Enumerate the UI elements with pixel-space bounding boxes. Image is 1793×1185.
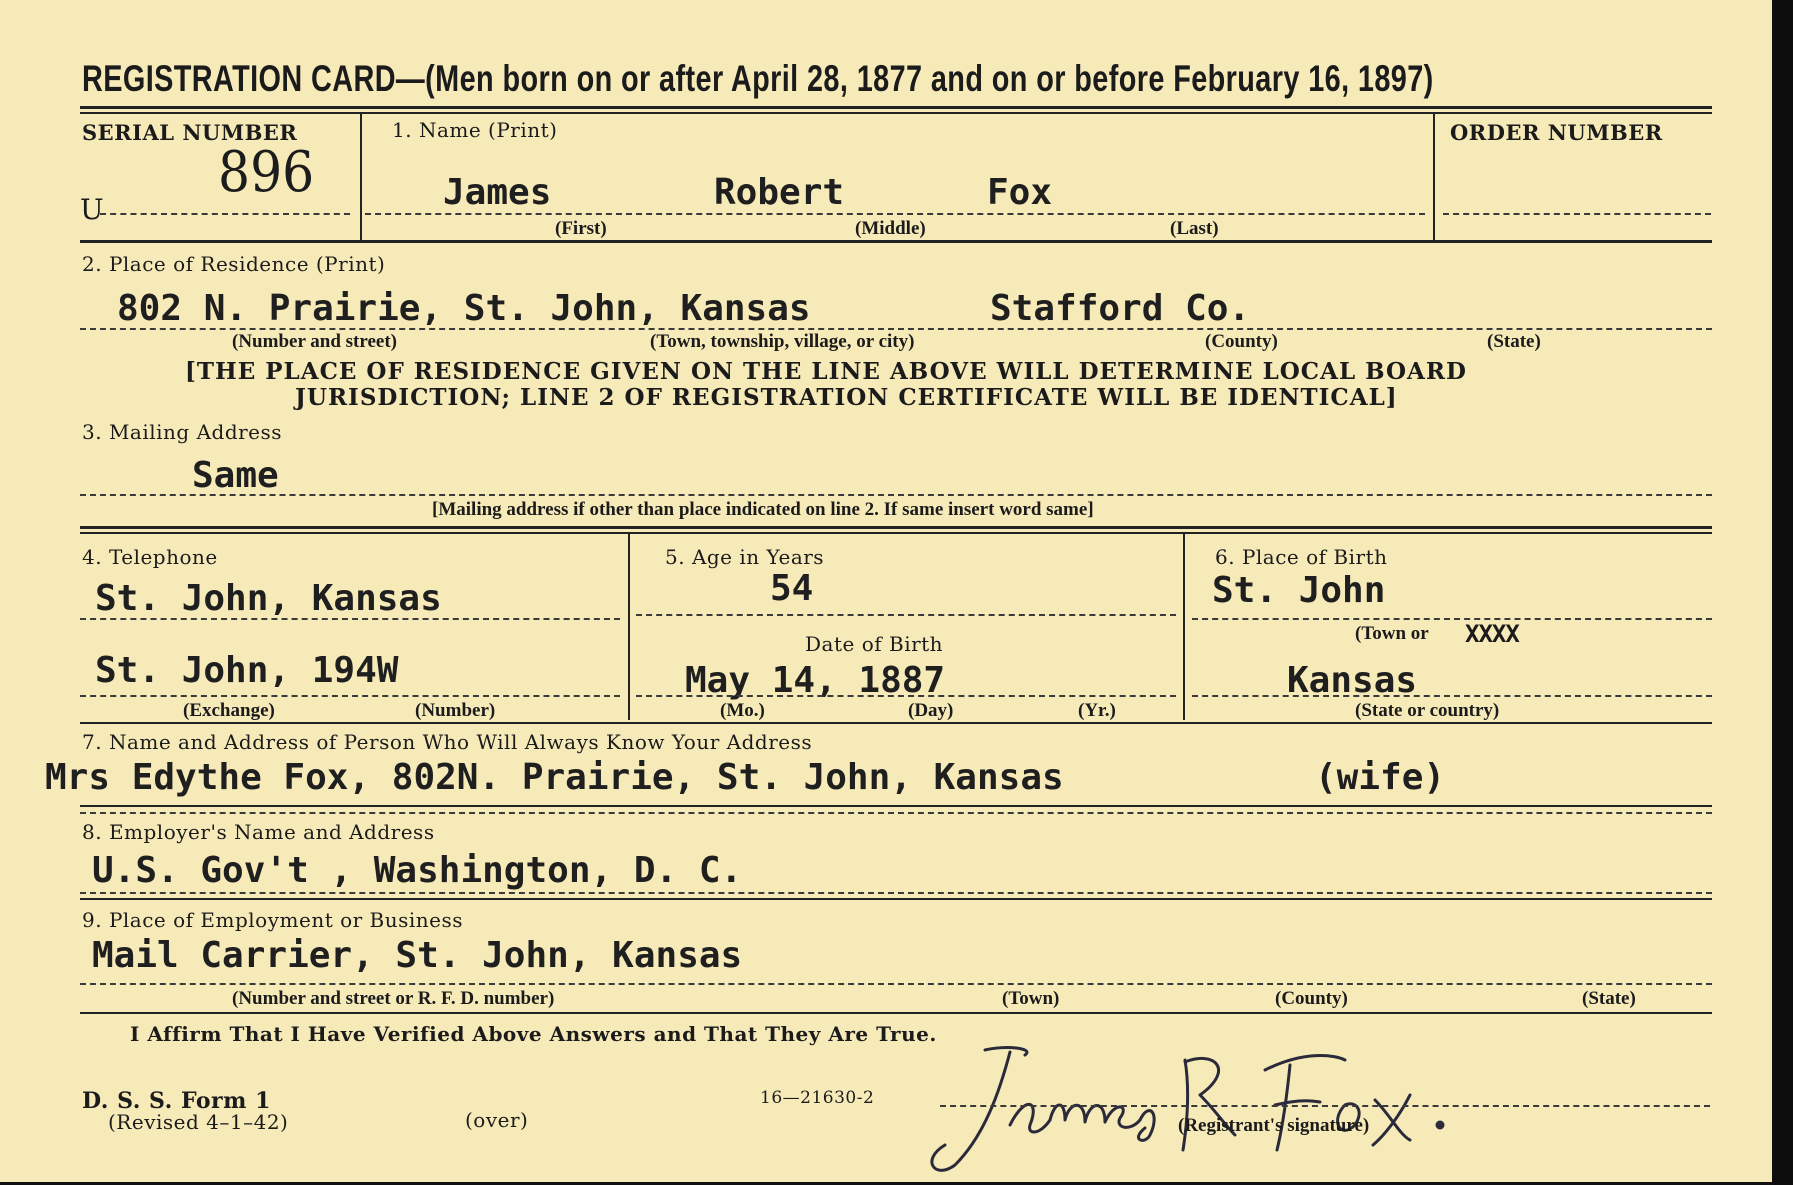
scan-edge	[1772, 0, 1793, 1185]
mailing-caption: [Mailing address if other than place indicated on line 2. If same insert word same]	[432, 499, 1094, 520]
signature-stroke-a	[1010, 1104, 1050, 1132]
divider	[1183, 534, 1185, 720]
telephone-line	[80, 618, 620, 620]
name-middle: Robert	[714, 172, 845, 213]
employment-caption-state: (State)	[1582, 988, 1636, 1009]
over-note: (over)	[465, 1108, 529, 1132]
divider	[80, 812, 1712, 814]
telephone-number-caption: (Number)	[415, 700, 496, 721]
dob-day-caption: (Day)	[908, 700, 954, 721]
divider	[80, 1012, 1712, 1014]
name-label-text: 1. Name (Print)	[392, 118, 558, 142]
telephone-exchange-caption: (Exchange)	[183, 700, 275, 721]
name-first: James	[443, 172, 552, 213]
divider	[628, 534, 630, 720]
birthplace-line	[1192, 618, 1712, 620]
telephone-line	[80, 695, 620, 697]
name-middle-caption: (Middle)	[855, 218, 926, 239]
residence-county: Stafford Co.	[990, 288, 1251, 329]
divider	[1433, 114, 1435, 240]
birthplace-state: Kansas	[1287, 660, 1418, 701]
employment-value: Mail Carrier, St. John, Kansas	[92, 935, 743, 976]
dob-mo-caption: (Mo.)	[720, 700, 765, 721]
dob-value: May 14, 1887	[685, 660, 946, 701]
dob-yr-caption: (Yr.)	[1078, 700, 1116, 721]
serial-line	[100, 213, 350, 215]
age-value: 54	[770, 568, 814, 609]
contact-label: 7. Name and Address of Person Who Will Always Know Your Address	[82, 730, 813, 754]
form-id: D. S. S. Form 1	[82, 1088, 271, 1114]
divider	[360, 114, 362, 240]
divider	[80, 112, 1712, 114]
employment-caption-street: (Number and street or R. F. D. number)	[232, 988, 555, 1009]
birthplace-label: 6. Place of Birth	[1215, 545, 1388, 569]
employment-caption-town: (Town)	[1002, 988, 1060, 1009]
signature-dot	[1437, 1122, 1443, 1128]
divider	[80, 898, 1712, 900]
telephone-line2: St. John, 194W	[95, 650, 399, 691]
age-label: 5. Age in Years	[665, 545, 825, 569]
divider	[80, 532, 1712, 534]
name-label	[392, 118, 557, 142]
dob-line	[636, 695, 1176, 697]
signature-stroke-s	[1139, 1111, 1155, 1141]
employment-caption-county: (County)	[1275, 988, 1348, 1009]
birthplace-town: St. John	[1212, 570, 1386, 611]
name-line	[365, 213, 1425, 215]
residence-notice-line2: JURISDICTION; LINE 2 OF REGISTRATION CERTIFICATE WILL BE IDENTICAL]	[295, 384, 1398, 411]
signature-stroke-x	[1373, 1095, 1410, 1145]
mailing-label: 3. Mailing Address	[82, 420, 283, 444]
age-line	[636, 614, 1176, 616]
employer-label: 8. Employer's Name and Address	[82, 820, 435, 844]
contact-value: Mrs Edythe Fox, 802N. Prairie, St. John, Kansas	[45, 757, 1064, 798]
residence-caption-county: (County)	[1205, 331, 1278, 352]
telephone-line1: St. John, Kansas	[95, 578, 442, 619]
telephone-label: 4. Telephone	[82, 545, 218, 569]
affirmation-text: I Affirm That I Have Verified Above Answers and That They Are True.	[130, 1022, 937, 1046]
residence-caption-town: (Town, township, village, or city)	[650, 331, 915, 352]
name-last: Fox	[987, 172, 1053, 213]
dob-label: Date of Birth	[805, 632, 944, 656]
divider	[80, 805, 1712, 807]
form-revised: (Revised 4–1–42)	[108, 1110, 289, 1134]
divider	[80, 526, 1712, 529]
birthplace-state-caption: (State or country)	[1355, 700, 1500, 721]
name-first-caption: (First)	[555, 218, 607, 239]
residence-line	[80, 328, 1712, 330]
mailing-value: Same	[192, 455, 279, 496]
signature-caption: (Registrant's signature)	[1178, 1115, 1370, 1136]
card-title: REGISTRATION CARD—(Men born on or after April 28, 1877 and on or before February 16, 1897)	[82, 58, 1434, 99]
mailing-line	[80, 494, 1712, 496]
residence-notice-line1: [THE PLACE OF RESIDENCE GIVEN ON THE LINE ABOVE WILL DETERMINE LOCAL BOARD	[185, 358, 1467, 385]
signature-line	[940, 1105, 1710, 1107]
employment-line	[80, 983, 1712, 985]
residence-value: 802 N. Prairie, St. John, Kansas	[117, 288, 811, 329]
employment-label: 9. Place of Employment or Business	[82, 908, 464, 932]
divider	[80, 240, 1712, 243]
contact-relation: (wife)	[1315, 757, 1446, 798]
residence-caption-street: (Number and street)	[232, 331, 397, 352]
order-number-label: ORDER NUMBER	[1450, 120, 1663, 145]
name-last-caption: (Last)	[1170, 218, 1219, 239]
serial-number-label: SERIAL NUMBER	[82, 120, 298, 145]
divider	[80, 106, 1712, 109]
order-number-line	[1443, 213, 1711, 215]
birthplace-town-caption: (Town or	[1355, 623, 1429, 644]
signature-stroke-j	[932, 1048, 1027, 1171]
divider	[80, 722, 1712, 724]
residence-caption-state: (State)	[1487, 331, 1541, 352]
print-code: 16—21630-2	[760, 1088, 875, 1108]
signature-stroke-e	[1105, 1107, 1140, 1128]
registrant-signature	[915, 1040, 1565, 1180]
birthplace-state-line	[1192, 695, 1712, 697]
residence-label: 2. Place of Residence (Print)	[82, 252, 386, 276]
serial-prefix: U	[80, 193, 105, 226]
employer-value: U.S. Gov't , Washington, D. C.	[92, 850, 743, 891]
birthplace-struck-text: XXXX	[1465, 620, 1519, 648]
signature-stroke-m	[1050, 1105, 1105, 1122]
employer-line	[80, 892, 1712, 894]
serial-number: 896	[218, 140, 315, 205]
